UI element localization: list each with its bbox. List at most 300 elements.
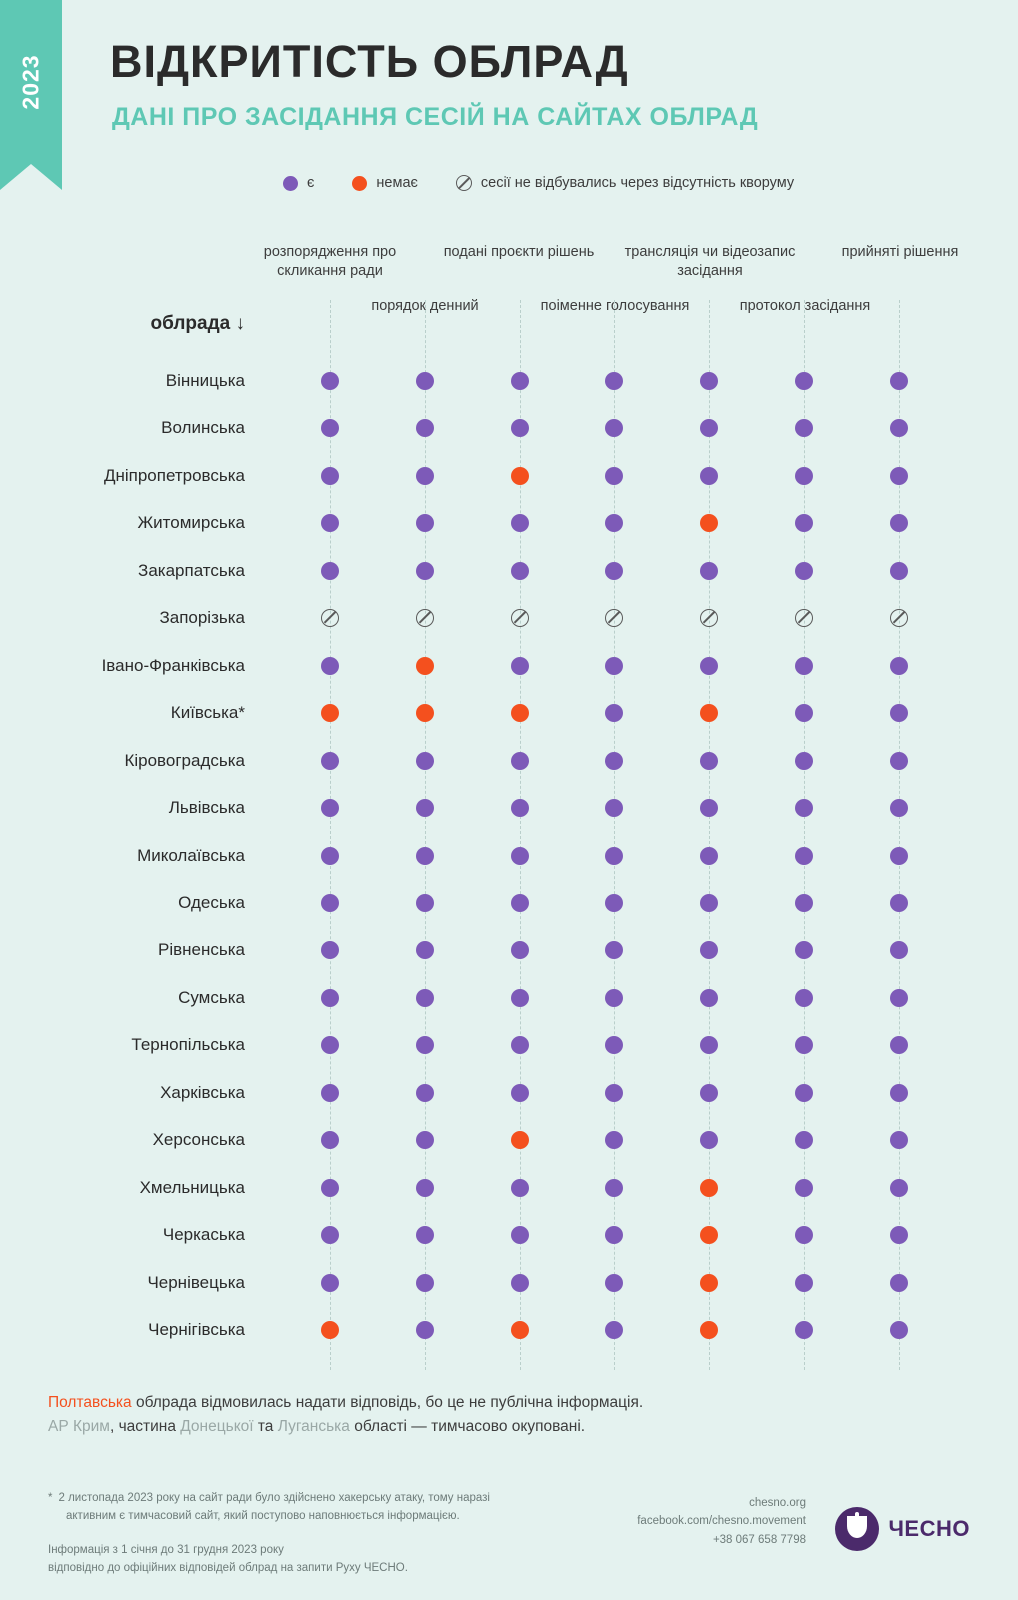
cell-7-1 — [416, 704, 434, 727]
poltava-highlight: Полтавська — [48, 1394, 132, 1411]
cell-1-5 — [795, 419, 813, 442]
no-quorum-icon — [700, 609, 718, 627]
purple-dot-icon — [605, 1226, 623, 1244]
cell-8-2 — [511, 752, 529, 775]
orange-dot-icon — [511, 1131, 529, 1149]
purple-dot-icon — [605, 372, 623, 390]
purple-dot-icon — [321, 467, 339, 485]
source-line-1: Інформація з 1 січня до 31 грудня 2023 року — [48, 1544, 284, 1556]
purple-dot-icon — [416, 1274, 434, 1292]
cell-7-6 — [890, 704, 908, 727]
cell-20-6 — [890, 1321, 908, 1344]
crimea-label: АР Крим — [48, 1418, 110, 1436]
purple-dot-icon — [416, 799, 434, 817]
row-label-5: Запорізька — [159, 608, 245, 628]
cell-5-1 — [416, 609, 434, 632]
row-label-14: Тернопільська — [131, 1035, 245, 1055]
cell-14-6 — [890, 1036, 908, 1059]
cell-11-6 — [890, 894, 908, 917]
purple-dot-icon — [795, 372, 813, 390]
cell-12-6 — [890, 941, 908, 964]
purple-dot-icon — [511, 1274, 529, 1292]
purple-dot-icon — [321, 562, 339, 580]
cell-4-0 — [321, 562, 339, 585]
purple-dot-icon — [283, 176, 298, 191]
cell-17-0 — [321, 1179, 339, 1202]
orange-dot-icon — [352, 176, 367, 191]
purple-dot-icon — [321, 1036, 339, 1054]
purple-dot-icon — [700, 1036, 718, 1054]
grid-line-col-1 — [425, 300, 426, 1370]
cell-11-0 — [321, 894, 339, 917]
row-label-16: Херсонська — [152, 1130, 245, 1150]
cell-16-3 — [605, 1131, 623, 1154]
purple-dot-icon — [890, 704, 908, 722]
cell-1-2 — [511, 419, 529, 442]
purple-dot-icon — [416, 1321, 434, 1339]
cell-10-4 — [700, 847, 718, 870]
footnote-refusals — [48, 1391, 643, 1439]
purple-dot-icon — [321, 941, 339, 959]
purple-dot-icon — [795, 657, 813, 675]
cell-4-3 — [605, 562, 623, 585]
purple-dot-icon — [890, 1036, 908, 1054]
purple-dot-icon — [321, 419, 339, 437]
cell-19-3 — [605, 1274, 623, 1297]
cell-20-0 — [321, 1321, 339, 1344]
cell-2-6 — [890, 467, 908, 490]
row-label-10: Миколаївська — [137, 845, 245, 865]
legend-item-none — [456, 175, 794, 191]
cell-7-2 — [511, 704, 529, 727]
purple-dot-icon — [416, 1036, 434, 1054]
purple-dot-icon — [416, 989, 434, 1007]
cell-16-5 — [795, 1131, 813, 1154]
purple-dot-icon — [321, 1131, 339, 1149]
cell-12-4 — [700, 941, 718, 964]
purple-dot-icon — [416, 941, 434, 959]
purple-dot-icon — [795, 989, 813, 1007]
cell-10-1 — [416, 847, 434, 870]
cell-8-0 — [321, 752, 339, 775]
purple-dot-icon — [605, 799, 623, 817]
orange-dot-icon — [511, 1321, 529, 1339]
row-header: облрада ↓ — [150, 313, 245, 334]
bulb-icon — [835, 1507, 879, 1551]
purple-dot-icon — [511, 1036, 529, 1054]
cell-2-2 — [511, 467, 529, 490]
cell-3-0 — [321, 514, 339, 537]
column-header-3 — [525, 297, 705, 316]
brand-facebook[interactable]: facebook.com/chesno.movement — [637, 1515, 806, 1528]
cell-0-6 — [890, 372, 908, 395]
purple-dot-icon — [605, 562, 623, 580]
purple-dot-icon — [890, 467, 908, 485]
cell-19-2 — [511, 1274, 529, 1297]
cell-6-0 — [321, 657, 339, 680]
purple-dot-icon — [890, 1321, 908, 1339]
cell-3-3 — [605, 514, 623, 537]
cell-3-5 — [795, 514, 813, 537]
purple-dot-icon — [416, 562, 434, 580]
cell-15-4 — [700, 1084, 718, 1107]
purple-dot-icon — [605, 1036, 623, 1054]
cell-11-1 — [416, 894, 434, 917]
cell-5-5 — [795, 609, 813, 632]
orange-dot-icon — [700, 514, 718, 532]
purple-dot-icon — [795, 514, 813, 532]
purple-dot-icon — [416, 752, 434, 770]
cell-19-5 — [795, 1274, 813, 1297]
row-label-7: Київська* — [170, 703, 245, 723]
purple-dot-icon — [416, 847, 434, 865]
purple-dot-icon — [321, 372, 339, 390]
orange-dot-icon — [700, 1321, 718, 1339]
brand-phone: +38 067 658 7798 — [712, 1533, 806, 1546]
cell-13-2 — [511, 989, 529, 1012]
cell-7-0 — [321, 704, 339, 727]
purple-dot-icon — [795, 847, 813, 865]
cell-14-3 — [605, 1036, 623, 1059]
purple-dot-icon — [321, 799, 339, 817]
cell-10-5 — [795, 847, 813, 870]
footnote-source — [48, 1541, 408, 1578]
page-title: ВІДКРИТІСТЬ ОБЛРАД — [110, 36, 629, 87]
cell-20-3 — [605, 1321, 623, 1344]
purple-dot-icon — [511, 989, 529, 1007]
cell-4-5 — [795, 562, 813, 585]
purple-dot-icon — [795, 941, 813, 959]
no-quorum-icon — [890, 609, 908, 627]
cell-19-0 — [321, 1274, 339, 1297]
row-label-9: Львівська — [168, 798, 245, 818]
purple-dot-icon — [795, 799, 813, 817]
cell-12-1 — [416, 941, 434, 964]
orange-dot-icon — [416, 704, 434, 722]
cell-10-0 — [321, 847, 339, 870]
chesno-logo — [835, 1507, 970, 1551]
cell-13-1 — [416, 989, 434, 1012]
no-quorum-icon — [511, 609, 529, 627]
cell-20-5 — [795, 1321, 813, 1344]
purple-dot-icon — [321, 752, 339, 770]
cell-7-4 — [700, 704, 718, 727]
purple-dot-icon — [890, 989, 908, 1007]
purple-dot-icon — [605, 1274, 623, 1292]
source-line-2: відповідно до офіційних відповідей облрад на запити Руху ЧЕСНО. — [48, 1562, 408, 1575]
purple-dot-icon — [795, 704, 813, 722]
purple-dot-icon — [605, 514, 623, 532]
grid-line-col-4 — [709, 300, 710, 1370]
cell-6-6 — [890, 657, 908, 680]
cell-6-4 — [700, 657, 718, 680]
cell-9-3 — [605, 799, 623, 822]
cell-15-0 — [321, 1084, 339, 1107]
purple-dot-icon — [700, 562, 718, 580]
cell-0-2 — [511, 372, 529, 395]
cell-3-1 — [416, 514, 434, 537]
purple-dot-icon — [700, 1131, 718, 1149]
purple-dot-icon — [416, 894, 434, 912]
cell-13-4 — [700, 989, 718, 1012]
purple-dot-icon — [416, 1084, 434, 1102]
cell-2-3 — [605, 467, 623, 490]
no-quorum-icon — [416, 609, 434, 627]
purple-dot-icon — [890, 514, 908, 532]
cell-20-4 — [700, 1321, 718, 1344]
purple-dot-icon — [605, 941, 623, 959]
cell-14-1 — [416, 1036, 434, 1059]
purple-dot-icon — [890, 1084, 908, 1102]
purple-dot-icon — [700, 657, 718, 675]
purple-dot-icon — [416, 467, 434, 485]
asterisk-text-2: активним є тимчасовий сайт, який поступово наповнюється інформацією. — [66, 1510, 460, 1523]
purple-dot-icon — [795, 752, 813, 770]
purple-dot-icon — [890, 657, 908, 675]
purple-dot-icon — [321, 1179, 339, 1197]
purple-dot-icon — [321, 1226, 339, 1244]
grid-line-col-3 — [614, 300, 615, 1370]
cell-7-5 — [795, 704, 813, 727]
cell-8-1 — [416, 752, 434, 775]
luhansk-label: Луганська — [277, 1418, 350, 1436]
legend-label-none: сесії не відбувались через відсутність кворуму — [480, 175, 795, 191]
column-header-6-label: прийняті рішення — [841, 244, 959, 260]
cell-5-3 — [605, 609, 623, 632]
cell-17-6 — [890, 1179, 908, 1202]
purple-dot-icon — [700, 419, 718, 437]
cell-2-5 — [795, 467, 813, 490]
purple-dot-icon — [700, 989, 718, 1007]
cell-10-2 — [511, 847, 529, 870]
column-header-1-label: порядок денний — [371, 298, 479, 314]
cell-18-4 — [700, 1226, 718, 1249]
cell-19-1 — [416, 1274, 434, 1297]
cell-15-1 — [416, 1084, 434, 1107]
cell-14-2 — [511, 1036, 529, 1059]
cell-12-2 — [511, 941, 529, 964]
row-label-3: Житомирська — [137, 513, 245, 533]
purple-dot-icon — [416, 419, 434, 437]
occupied-text-2: , частина — [109, 1418, 181, 1436]
purple-dot-icon — [795, 467, 813, 485]
legend-item-no — [352, 175, 418, 191]
cell-12-5 — [795, 941, 813, 964]
orange-dot-icon — [700, 1179, 718, 1197]
purple-dot-icon — [605, 657, 623, 675]
cell-18-5 — [795, 1226, 813, 1249]
purple-dot-icon — [795, 1179, 813, 1197]
orange-dot-icon — [416, 657, 434, 675]
cell-2-1 — [416, 467, 434, 490]
cell-17-3 — [605, 1179, 623, 1202]
purple-dot-icon — [511, 1179, 529, 1197]
cell-18-2 — [511, 1226, 529, 1249]
cell-18-1 — [416, 1226, 434, 1249]
cell-11-3 — [605, 894, 623, 917]
cell-1-3 — [605, 419, 623, 442]
cell-0-5 — [795, 372, 813, 395]
cell-2-0 — [321, 467, 339, 490]
purple-dot-icon — [321, 894, 339, 912]
column-header-0-label: розпорядження про скликання ради — [263, 244, 397, 279]
purple-dot-icon — [890, 1226, 908, 1244]
purple-dot-icon — [700, 1084, 718, 1102]
row-label-11: Одеська — [178, 892, 245, 912]
purple-dot-icon — [795, 562, 813, 580]
cell-19-4 — [700, 1274, 718, 1297]
purple-dot-icon — [795, 894, 813, 912]
purple-dot-icon — [511, 372, 529, 390]
asterisk-marker: * — [48, 1492, 53, 1504]
cell-5-2 — [511, 609, 529, 632]
cell-9-1 — [416, 799, 434, 822]
purple-dot-icon — [700, 372, 718, 390]
cell-4-6 — [890, 562, 908, 585]
purple-dot-icon — [605, 989, 623, 1007]
cell-5-4 — [700, 609, 718, 632]
cell-18-0 — [321, 1226, 339, 1249]
purple-dot-icon — [321, 989, 339, 1007]
cell-4-2 — [511, 562, 529, 585]
cell-6-1 — [416, 657, 434, 680]
purple-dot-icon — [416, 372, 434, 390]
cell-2-4 — [700, 467, 718, 490]
purple-dot-icon — [511, 419, 529, 437]
row-label-4: Закарпатська — [138, 560, 245, 580]
column-header-2-label: подані проєкти рішень — [443, 244, 595, 260]
no-quorum-icon — [795, 609, 813, 627]
row-label-8: Кіровоградська — [124, 750, 245, 770]
row-label-13: Сумська — [178, 987, 245, 1007]
orange-dot-icon — [321, 1321, 339, 1339]
purple-dot-icon — [890, 1179, 908, 1197]
purple-dot-icon — [890, 1131, 908, 1149]
cell-11-4 — [700, 894, 718, 917]
purple-dot-icon — [605, 1084, 623, 1102]
column-header-2 — [429, 243, 609, 262]
column-header-5-label: протокол засідання — [739, 298, 871, 314]
cell-7-3 — [605, 704, 623, 727]
cell-16-2 — [511, 1131, 529, 1154]
column-header-3-label: поіменне голосування — [540, 298, 690, 314]
brand-contacts — [637, 1494, 806, 1549]
cell-15-2 — [511, 1084, 529, 1107]
cell-17-5 — [795, 1179, 813, 1202]
no-quorum-icon — [605, 609, 623, 627]
row-label-17: Хмельницька — [139, 1177, 245, 1197]
purple-dot-icon — [890, 562, 908, 580]
cell-16-0 — [321, 1131, 339, 1154]
cell-13-3 — [605, 989, 623, 1012]
purple-dot-icon — [605, 704, 623, 722]
legend-label-yes: є — [307, 175, 315, 191]
purple-dot-icon — [605, 894, 623, 912]
brand-name: ЧЕСНО — [888, 1516, 970, 1541]
purple-dot-icon — [795, 1036, 813, 1054]
cell-16-1 — [416, 1131, 434, 1154]
cell-8-3 — [605, 752, 623, 775]
row-label-15: Харківська — [160, 1082, 245, 1102]
purple-dot-icon — [795, 1321, 813, 1339]
purple-dot-icon — [511, 752, 529, 770]
orange-dot-icon — [511, 467, 529, 485]
purple-dot-icon — [795, 1274, 813, 1292]
brand-site[interactable]: chesno.org — [749, 1497, 806, 1509]
cell-1-6 — [890, 419, 908, 442]
cell-1-4 — [700, 419, 718, 442]
occupied-text-4: та — [253, 1418, 278, 1436]
cell-20-1 — [416, 1321, 434, 1344]
purple-dot-icon — [321, 657, 339, 675]
cell-4-4 — [700, 562, 718, 585]
cell-13-0 — [321, 989, 339, 1012]
purple-dot-icon — [416, 1131, 434, 1149]
row-label-20: Чернігівська — [148, 1320, 245, 1339]
purple-dot-icon — [700, 847, 718, 865]
purple-dot-icon — [416, 1226, 434, 1244]
legend — [283, 175, 822, 191]
purple-dot-icon — [890, 419, 908, 437]
asterisk-text-1: 2 листопада 2023 року на сайт ради було здійснено хакерську атаку, тому наразі — [58, 1492, 490, 1504]
cell-8-6 — [890, 752, 908, 775]
purple-dot-icon — [890, 894, 908, 912]
cell-16-6 — [890, 1131, 908, 1154]
purple-dot-icon — [511, 562, 529, 580]
cell-14-5 — [795, 1036, 813, 1059]
cell-9-2 — [511, 799, 529, 822]
grid-line-col-2 — [520, 300, 521, 1370]
purple-dot-icon — [605, 419, 623, 437]
purple-dot-icon — [700, 467, 718, 485]
cell-1-1 — [416, 419, 434, 442]
purple-dot-icon — [511, 657, 529, 675]
row-label-2: Дніпропетровська — [103, 465, 245, 485]
cell-12-0 — [321, 941, 339, 964]
cell-1-0 — [321, 419, 339, 442]
cell-0-4 — [700, 372, 718, 395]
cell-15-3 — [605, 1084, 623, 1107]
footnote-asterisk — [48, 1489, 608, 1526]
cell-15-6 — [890, 1084, 908, 1107]
cell-14-4 — [700, 1036, 718, 1059]
purple-dot-icon — [890, 752, 908, 770]
purple-dot-icon — [605, 467, 623, 485]
legend-label-no: немає — [376, 175, 418, 191]
purple-dot-icon — [795, 1131, 813, 1149]
grid-line-col-6 — [899, 300, 900, 1370]
row-label-6: Івано-Франківська — [101, 655, 245, 675]
purple-dot-icon — [890, 847, 908, 865]
cell-6-2 — [511, 657, 529, 680]
cell-3-4 — [700, 514, 718, 537]
purple-dot-icon — [416, 1179, 434, 1197]
cell-3-6 — [890, 514, 908, 537]
orange-dot-icon — [321, 704, 339, 722]
purple-dot-icon — [511, 847, 529, 865]
purple-dot-icon — [700, 752, 718, 770]
purple-dot-icon — [511, 1226, 529, 1244]
purple-dot-icon — [795, 1226, 813, 1244]
poltava-rest: облрада відмовилась надати відповідь, бо це не публічна інформація. — [131, 1394, 644, 1411]
cell-4-1 — [416, 562, 434, 585]
cell-9-0 — [321, 799, 339, 822]
column-header-6 — [810, 243, 990, 262]
purple-dot-icon — [511, 799, 529, 817]
column-header-4 — [620, 243, 800, 281]
cell-9-4 — [700, 799, 718, 822]
year-ribbon — [0, 0, 62, 164]
